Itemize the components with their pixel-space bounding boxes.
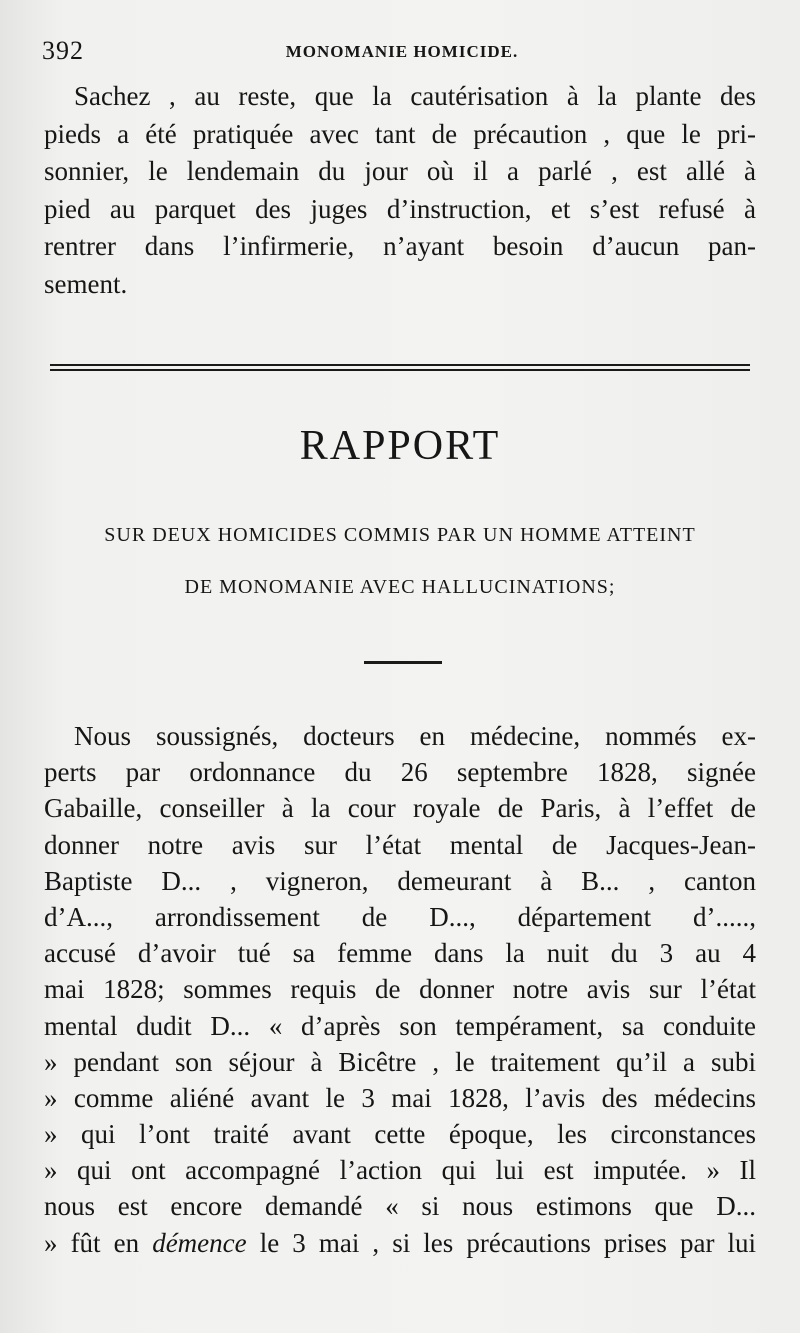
short-divider: [364, 661, 442, 664]
italic-word: démence: [152, 1227, 247, 1258]
text-line: nous est encore demandé « si nous estimons que D...: [44, 1191, 756, 1222]
text-line: mental dudit D... « d’après son tempérament, sa conduite: [44, 1010, 756, 1041]
text-line: mai 1828; sommes requis de donner notre avis sur l’état: [44, 974, 756, 1005]
text-line-with-italic: [44, 1225, 756, 1261]
text-line: » qui ont accompagné l’action qui lui est imputée. » Il: [44, 1155, 756, 1186]
text-line: d’A..., arrondissement de D..., département d’.....,: [44, 901, 756, 932]
text-line: pied au parquet des juges d’instruction, et s’est refusé à: [44, 193, 756, 224]
text-line: perts par ordonnance du 26 septembre 1828, signée: [44, 757, 756, 788]
text-line: » qui l’ont traité avant cette époque, les circonstances: [44, 1119, 756, 1150]
text-line: sonnier, le lendemain du jour où il a parlé , est allé à: [44, 156, 756, 186]
text-line: » comme aliéné avant le 3 mai 1828, l’avis des médecins: [44, 1082, 756, 1113]
text-line: accusé d’avoir tué sa femme dans la nuit du 3 au 4: [44, 938, 756, 969]
page-number: 392: [42, 36, 84, 65]
text-line: pieds a été pratiquée avec tant de précaution , que le pri-: [44, 118, 756, 149]
text-line: rentrer dans l’infirmerie, n’ayant besoin d’aucun pan-: [44, 231, 756, 261]
section-subtitle-line-2: DE MONOMANIE AVEC HALLUCINATIONS;: [184, 576, 616, 598]
page-header: [42, 36, 762, 72]
text-line: Gabaille, conseiller à la cour royale de Paris, à l’effet de: [44, 793, 756, 824]
text-span: » fût en: [44, 1227, 140, 1258]
text-line: Nous soussignés, docteurs en médecine, nommés ex-: [74, 721, 756, 751]
text-line: Sachez , au reste, que la cautérisation à la plante des: [74, 81, 756, 111]
paragraph-cauterisation: [44, 78, 756, 303]
section-subtitle-line-1: SUR DEUX HOMICIDES COMMIS PAR UN HOMME ATTEINT: [104, 524, 696, 546]
text-line: » pendant son séjour à Bicêtre , le traitement qu’il a subi: [44, 1046, 756, 1077]
running-head: MONOMANIE HOMICIDE.: [285, 42, 519, 61]
text-span: le 3 mai , si les précautions prises par lui: [259, 1227, 757, 1258]
section-divider: [50, 364, 750, 371]
text-line: sement.: [44, 268, 128, 299]
section-title: RAPPORT: [299, 423, 501, 469]
text-line: Baptiste D... , vigneron, demeurant à B... , canton: [44, 865, 756, 896]
paragraph-rapport: [44, 718, 756, 1261]
text-line: donner notre avis sur l’état mental de Jacques-Jean-: [44, 829, 756, 860]
